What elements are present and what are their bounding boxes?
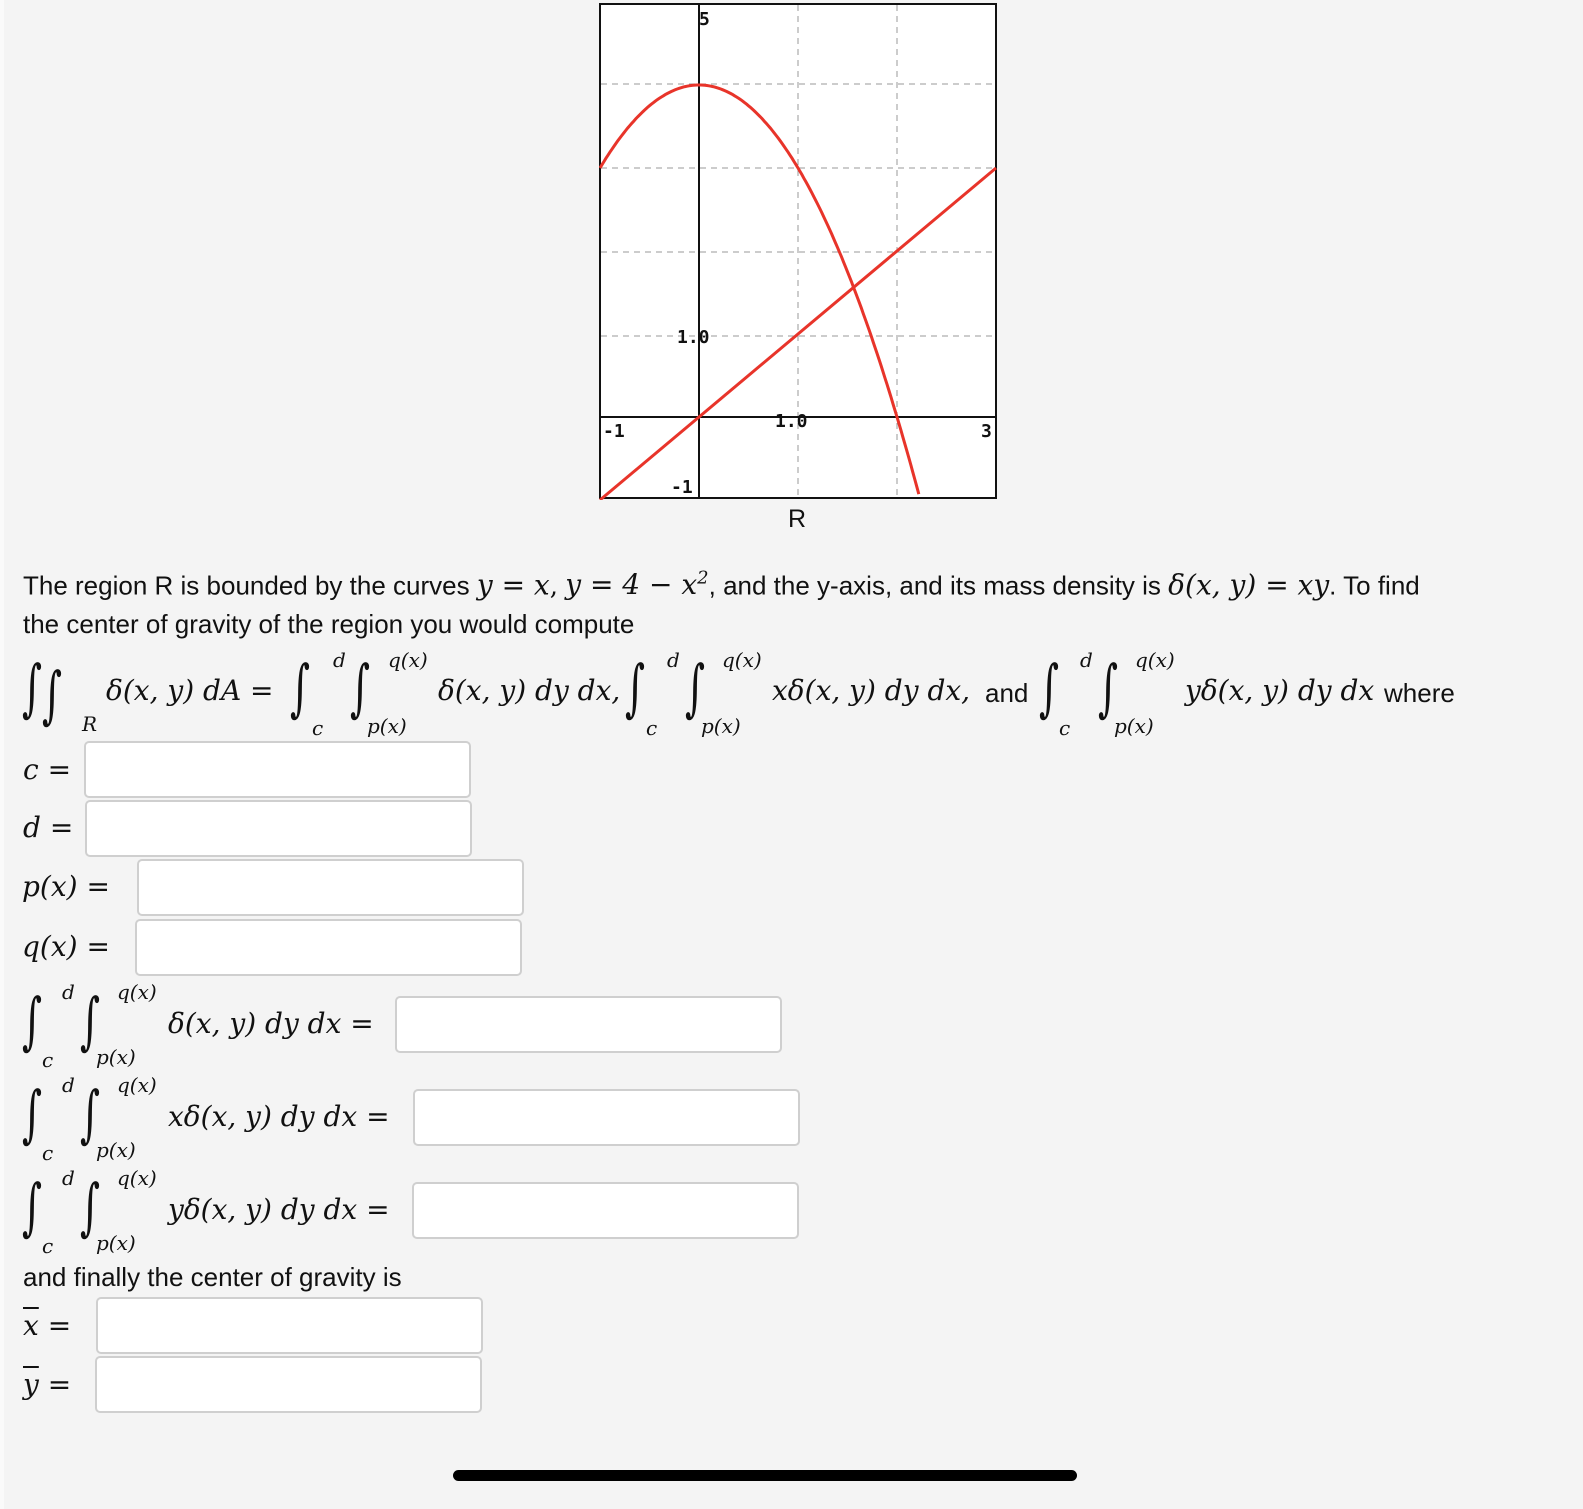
integral-sign: ∫ [1039, 651, 1060, 724]
curve-1: y = x [476, 568, 550, 602]
integral-sign: ∫ [350, 651, 371, 724]
region-subscript: R [82, 712, 98, 736]
finally-text: and finally the center of gravity is [23, 1262, 402, 1292]
tick-xmin: -1 [603, 421, 625, 442]
tick-ymid: 1.0 [677, 327, 710, 348]
xbar-input[interactable] [96, 1297, 483, 1354]
ybar-label: $\overline{y}$ = [23, 1368, 72, 1401]
integral-sign: ∫ [290, 651, 311, 724]
lower-limit-p: p(x) [96, 1045, 136, 1069]
ybar-input[interactable] [95, 1356, 482, 1413]
where-word: where [1384, 678, 1455, 708]
xmoment-integrand: xδ(x, y) dy dx, [772, 674, 971, 707]
lower-limit-p: p(x) [1114, 714, 1154, 738]
integral-sign: ∫ [80, 984, 101, 1057]
curve-separator: , [549, 571, 558, 602]
integral-sign: ∫ [685, 651, 706, 724]
c-input[interactable] [84, 741, 471, 798]
mass-integrand-eq: δ(x, y) dy dx = [168, 1007, 374, 1040]
lower-limit-c: c [1059, 716, 1071, 740]
integral-sign: ∫ [1098, 651, 1119, 724]
and-word: and [985, 678, 1029, 708]
lower-limit-c: c [42, 1234, 54, 1258]
curve-2: $y = 4 - x^2$ [565, 568, 709, 602]
d-label: d = [23, 811, 74, 844]
integral-sign: ∫ [22, 1170, 43, 1243]
problem-statement [23, 568, 1420, 601]
upper-limit-d: d [667, 648, 680, 672]
integral-sign: ∫ [80, 1170, 101, 1243]
lower-limit-p: p(x) [96, 1231, 136, 1255]
integral-sign: ∫ [22, 984, 43, 1057]
upper-limit-d: d [1080, 648, 1093, 672]
upper-limit-q: q(x) [388, 648, 428, 672]
intro-line-2: the center of gravity of the region you would compute [23, 609, 635, 639]
integral-sign: ∫ [42, 658, 63, 731]
upper-limit-q: q(x) [117, 1073, 157, 1097]
upper-limit-d: d [62, 980, 75, 1004]
tick-xmax: 3 [981, 421, 992, 442]
integral-sign: ∫ [80, 1077, 101, 1150]
lower-limit-c: c [646, 716, 658, 740]
ymoment-input[interactable] [412, 1182, 799, 1239]
density-function: δ(x, y) = xy [1168, 568, 1330, 602]
d-input[interactable] [85, 800, 472, 857]
tick-ymax: 5 [699, 9, 710, 30]
p-input[interactable] [137, 859, 524, 916]
intro-text-3: . To find [1329, 570, 1420, 601]
mass-input[interactable] [395, 996, 782, 1053]
xmoment-input[interactable] [413, 1089, 800, 1146]
page-edge [0, 0, 4, 1509]
dA-expression: δ(x, y) dA = [106, 674, 274, 707]
integral-sign: ∫ [22, 651, 43, 724]
tick-ymin: -1 [671, 477, 693, 498]
upper-limit-d: d [62, 1073, 75, 1097]
lower-limit-p: p(x) [96, 1138, 136, 1162]
upper-limit-q: q(x) [722, 648, 762, 672]
region-graph [599, 3, 997, 500]
graph-caption: R [788, 505, 807, 533]
lower-limit-c: c [42, 1141, 54, 1165]
intro-text-1: The region R is bounded by the curves [23, 570, 470, 601]
c-label: c = [23, 753, 72, 786]
upper-limit-d: d [333, 648, 346, 672]
mass-integrand: δ(x, y) dy dx, [438, 674, 621, 707]
lower-limit-c: c [312, 716, 324, 740]
lower-limit-c: c [42, 1048, 54, 1072]
tick-xmid: 1.0 [775, 411, 808, 432]
xbar-label: $\overline{x}$ = [23, 1309, 72, 1342]
q-label: q(x) = [22, 930, 110, 963]
integral-sign: ∫ [625, 651, 646, 724]
upper-limit-q: q(x) [1135, 648, 1175, 672]
ymoment-integrand-eq: yδ(x, y) dy dx = [168, 1193, 390, 1226]
p-label: p(x) = [22, 870, 110, 903]
intro-text-2: , and the y-axis, and its mass density is [708, 570, 1161, 601]
lower-limit-p: p(x) [367, 714, 407, 738]
lower-limit-p: p(x) [701, 714, 741, 738]
xmoment-integrand-eq: xδ(x, y) dy dx = [168, 1100, 390, 1133]
home-indicator[interactable] [453, 1470, 1077, 1481]
integral-sign: ∫ [22, 1077, 43, 1150]
upper-limit-q: q(x) [117, 1166, 157, 1190]
upper-limit-q: q(x) [117, 980, 157, 1004]
q-input[interactable] [135, 919, 522, 976]
ymoment-integrand: yδ(x, y) dy dx [1185, 674, 1375, 707]
upper-limit-d: d [62, 1166, 75, 1190]
